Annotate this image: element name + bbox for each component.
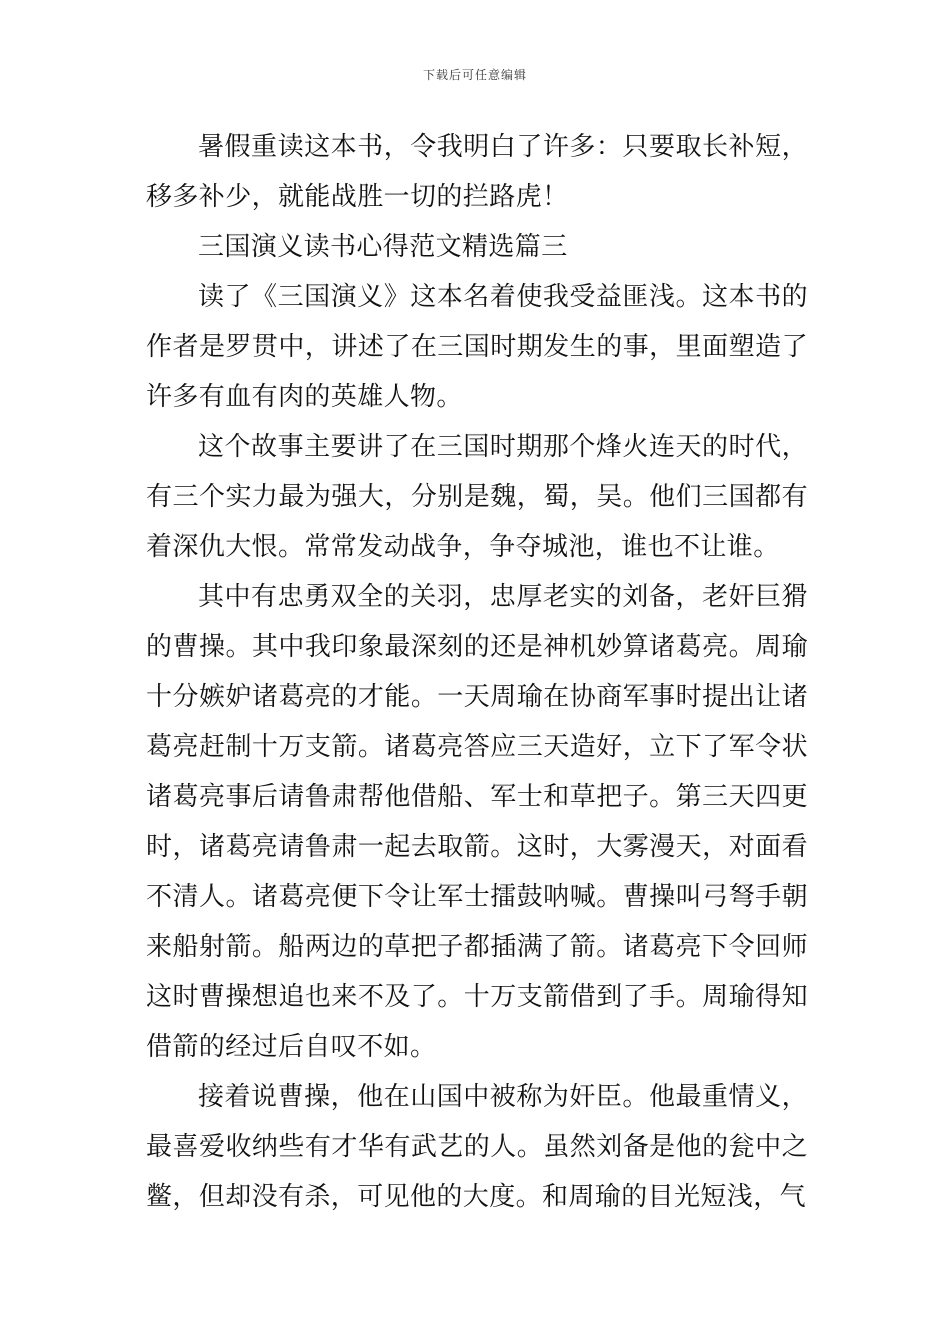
paragraph-story-summary: 这个故事主要讲了在三国时期那个烽火连天的时代，有三个实力最为强大，分别是魏，蜀，吴。他们三国都有着深仇大恨。常常发动战争，争夺城池，谁也不让谁。 <box>146 432 808 562</box>
paragraph-summer-reread: 暑假重读这本书，令我明白了许多：只要取长补短，移多补少，就能战胜一切的拦路虎！ <box>146 132 808 212</box>
paragraph-cao-cao: 接着说曹操，他在山国中被称为奸臣。他最重情义，最喜爱收纳些有才华有武艺的人。虽然刘备是他的瓮中之鳖，但却没有杀，可见他的大度。和周瑜的目光短浅，气 <box>146 1082 808 1212</box>
paragraph-borrowing-arrows: 其中有忠勇双全的关羽，忠厚老实的刘备，老奸巨猾的曹操。其中我印象最深刻的还是神机妙算诸葛亮。周瑜十分嫉妒诸葛亮的才能。一天周瑜在协商军事时提出让诸葛亮赶制十万支箭。诸葛亮答应三天造好，立下了军令状诸葛亮事后请鲁肃帮他借船、军士和草把子。第三天四更时，诸葛亮请鲁肃一起去取箭。这时，大雾漫天，对面看不清人。诸葛亮便下令让军士擂鼓呐喊。曹操叫弓弩手朝来船射箭。船两边的草把子都插满了箭。诸葛亮下令回师这时曹操想追也来不及了。十万支箭借到了手。周瑜得知借箭的经过后自叹不如。 <box>146 582 808 1062</box>
section-heading: 三国演义读书心得范文精选篇三 <box>198 232 568 262</box>
page-header: 下载后可任意编辑 <box>422 68 527 82</box>
paragraph-intro: 读了《三国演义》这本名着使我受益匪浅。这本书的作者是罗贯中，讲述了在三国时期发生的事，里面塑造了许多有血有肉的英雄人物。 <box>146 282 808 412</box>
document-body <box>146 122 808 1222</box>
